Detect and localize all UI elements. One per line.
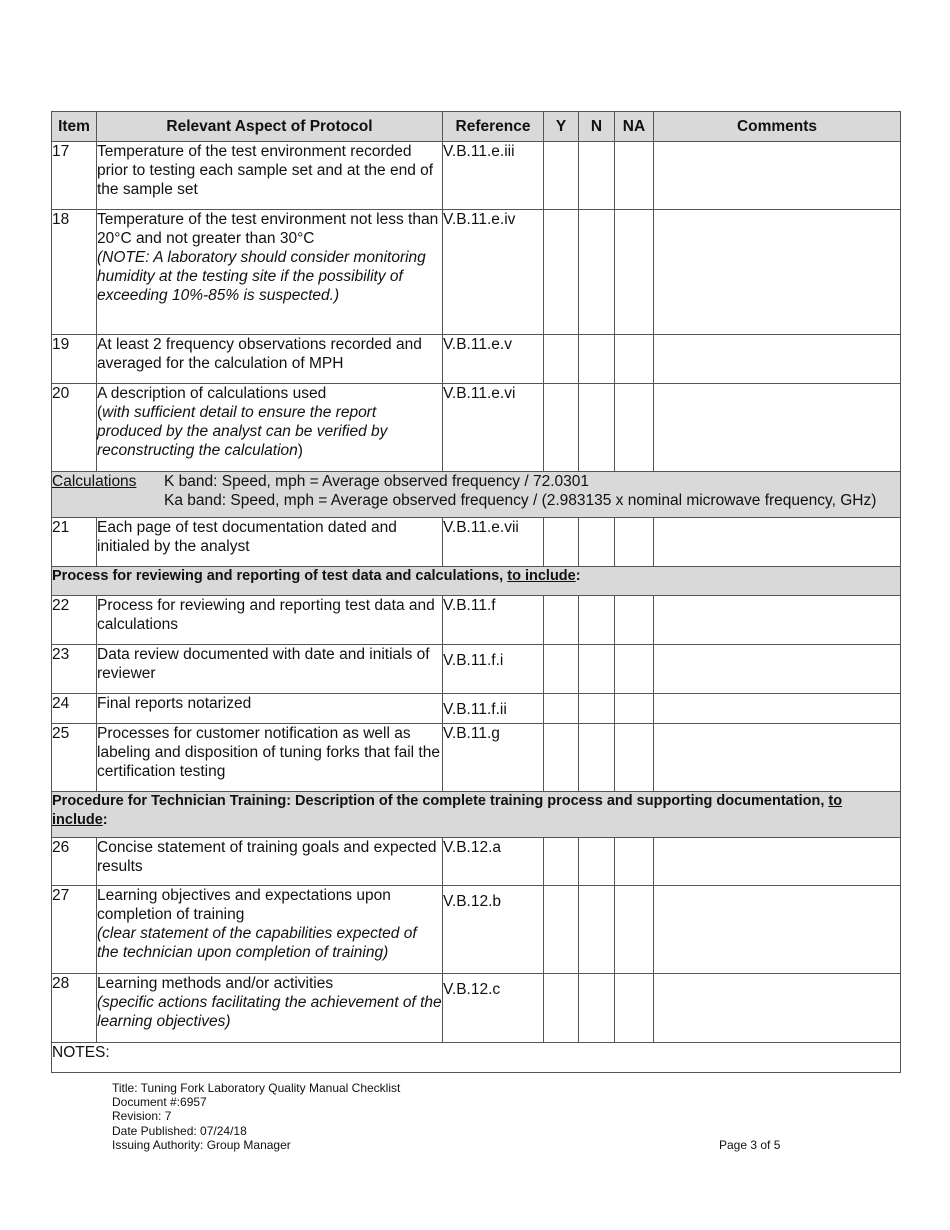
n-cell[interactable] [579,596,615,645]
header-aspect: Relevant Aspect of Protocol [97,112,443,142]
aspect-text [97,210,443,335]
footer-title: Title: Tuning Fork Laboratory Quality Manual Checklist [112,1081,401,1095]
aspect-main: Each page of test documentation dated and initialed by the analyst [97,519,397,555]
comments-cell[interactable] [654,645,901,694]
n-cell[interactable] [579,384,615,472]
n-cell[interactable] [579,645,615,694]
footer-issuing-authority: Issuing Authority: Group Manager [112,1137,291,1152]
reference-cell: V.B.11.g [443,724,544,792]
y-cell[interactable] [544,838,579,886]
na-cell[interactable] [615,694,654,724]
aspect-main: Process for reviewing and reporting test data and calculations [97,597,435,633]
footer-revision: Revision: 7 [112,1109,172,1124]
header-na: NA [615,112,654,142]
header-comments: Comments [654,112,901,142]
na-cell[interactable] [615,645,654,694]
aspect-text [97,384,443,472]
aspect-note: with sufficient detail to ensure the report produced by the analyst can be verified by reconstructing the calculation [97,404,388,459]
aspect-note: (clear statement of the capabilities expected of the technician upon completion of training) [97,925,417,961]
item-number: 24 [52,694,97,724]
aspect-note: (specific actions facilitating the achievement of the learning objectives) [97,994,442,1030]
na-cell[interactable] [615,518,654,567]
calculations-cell [52,472,901,518]
reference-cell: V.B.11.f.i [443,645,544,694]
item-number: 18 [52,210,97,335]
na-cell[interactable] [615,210,654,335]
document-footer [112,1081,400,1152]
y-cell[interactable] [544,724,579,792]
notes-row [52,1043,901,1073]
table-row [52,886,901,974]
comments-cell[interactable] [654,838,901,886]
reference-cell: V.B.11.e.vi [443,384,544,472]
na-cell[interactable] [615,596,654,645]
table-row [52,724,901,792]
na-cell[interactable] [615,384,654,472]
comments-cell[interactable] [654,886,901,974]
section-review-cell [52,567,901,596]
table-row [52,335,901,384]
y-cell[interactable] [544,886,579,974]
aspect-main: Final reports notarized [97,695,252,712]
comments-cell[interactable] [654,724,901,792]
comments-cell[interactable] [654,596,901,645]
reference-cell: V.B.11.e.iii [443,142,544,210]
aspect-text [97,518,443,567]
note-paren-open: ( [97,404,103,421]
table-row [52,974,901,1043]
aspect-text [97,886,443,974]
section-review-text: Process for reviewing and reporting of test data and calculations, [52,568,508,584]
na-cell[interactable] [615,838,654,886]
comments-cell[interactable] [654,142,901,210]
y-cell[interactable] [544,142,579,210]
reference-cell: V.B.12.b [443,886,544,974]
header-reference: Reference [443,112,544,142]
header-y: Y [544,112,579,142]
aspect-text [97,974,443,1043]
aspect-text [97,694,443,724]
reference-cell: V.B.11.e.iv [443,210,544,335]
footer-document-number: Document #:6957 [112,1095,207,1110]
aspect-text [97,838,443,886]
aspect-text [97,724,443,792]
item-number: 27 [52,886,97,974]
reference-cell: V.B.12.a [443,838,544,886]
y-cell[interactable] [544,645,579,694]
na-cell[interactable] [615,724,654,792]
header-item: Item [52,112,97,142]
section-header-review [52,567,901,596]
n-cell[interactable] [579,335,615,384]
item-number: 25 [52,724,97,792]
na-cell[interactable] [615,886,654,974]
section-training-cell [52,792,901,838]
item-number: 22 [52,596,97,645]
section-training-suffix: : [102,812,108,828]
aspect-main: Temperature of the test environment not less than 20°C and not greater than 30°C [97,211,439,247]
table-row [52,518,901,567]
aspect-main: Concise statement of training goals and expected results [97,839,437,875]
calculations-row [52,472,901,518]
reference-cell: V.B.11.f.ii [443,694,544,724]
page-number: Page 3 of 5 [719,1138,781,1152]
na-cell[interactable] [615,142,654,210]
header-row [52,112,901,142]
n-cell[interactable] [579,210,615,335]
n-cell[interactable] [579,974,615,1043]
n-cell[interactable] [579,694,615,724]
aspect-text [97,142,443,210]
na-cell[interactable] [615,974,654,1043]
n-cell[interactable] [579,838,615,886]
header-n: N [579,112,615,142]
reference-cell: V.B.12.c [443,974,544,1043]
item-number: 28 [52,974,97,1043]
table-row [52,384,901,472]
item-number: 17 [52,142,97,210]
reference-cell: V.B.11.f [443,596,544,645]
note-paren-close: ) [297,442,303,459]
reference-cell: V.B.11.e.v [443,335,544,384]
n-cell[interactable] [579,518,615,567]
n-cell[interactable] [579,724,615,792]
aspect-text [97,645,443,694]
section-review-underlined: to include [507,568,576,584]
aspect-text [97,335,443,384]
aspect-main: A description of calculations used [97,385,327,402]
table-row [52,645,901,694]
aspect-main: Data review documented with date and initials of reviewer [97,646,430,682]
table-row [52,210,901,335]
section-training-text: Procedure for Technician Training: Description of the complete training process and supporting documentation, [52,793,829,809]
y-cell[interactable] [544,596,579,645]
y-cell[interactable] [544,518,579,567]
comments-cell[interactable] [654,974,901,1043]
na-cell[interactable] [615,335,654,384]
table-row [52,838,901,886]
section-training-underlined: to include [52,793,843,828]
item-number: 26 [52,838,97,886]
n-cell[interactable] [579,886,615,974]
aspect-main: Learning methods and/or activities [97,975,334,992]
aspect-note: (NOTE: A laboratory should consider monitoring humidity at the testing site if the possibility of exceeding 10%-85% is suspected.) [97,249,426,304]
comments-cell[interactable] [654,210,901,335]
y-cell[interactable] [544,384,579,472]
aspect-main: At least 2 frequency observations recorded and averaged for the calculation of MPH [97,336,422,372]
ka-band-formula: Ka band: Speed, mph = Average observed frequency / (2.983135 x nominal microwave frequency, GHz) [164,492,877,509]
item-number: 19 [52,335,97,384]
aspect-main: Temperature of the test environment recorded prior to testing each sample set and at the end of the sample set [97,143,434,198]
y-cell[interactable] [544,210,579,335]
n-cell[interactable] [579,142,615,210]
item-number: 21 [52,518,97,567]
section-header-training [52,792,901,838]
item-number: 23 [52,645,97,694]
section-review-suffix: : [575,568,581,584]
item-number: 20 [52,384,97,472]
y-cell[interactable] [544,335,579,384]
calculations-label: Calculations [52,473,137,490]
y-cell[interactable] [544,974,579,1043]
comments-cell[interactable] [654,518,901,567]
k-band-formula: K band: Speed, mph = Average observed frequency / 72.0301 [164,473,589,490]
footer-date-published: Date Published: 07/24/18 [112,1123,247,1138]
comments-cell[interactable] [654,384,901,472]
aspect-text [97,596,443,645]
reference-cell: V.B.11.e.vii [443,518,544,567]
table-row [52,596,901,645]
comments-cell[interactable] [654,694,901,724]
table-row [52,142,901,210]
checklist-table [51,111,901,1073]
table-row [52,694,901,724]
aspect-main: Processes for customer notification as well as labeling and disposition of tuning forks that fail the certification testing [97,725,440,780]
notes-cell[interactable]: NOTES: [52,1043,901,1073]
comments-cell[interactable] [654,335,901,384]
y-cell[interactable] [544,694,579,724]
aspect-main: Learning objectives and expectations upon completion of training [97,887,391,923]
